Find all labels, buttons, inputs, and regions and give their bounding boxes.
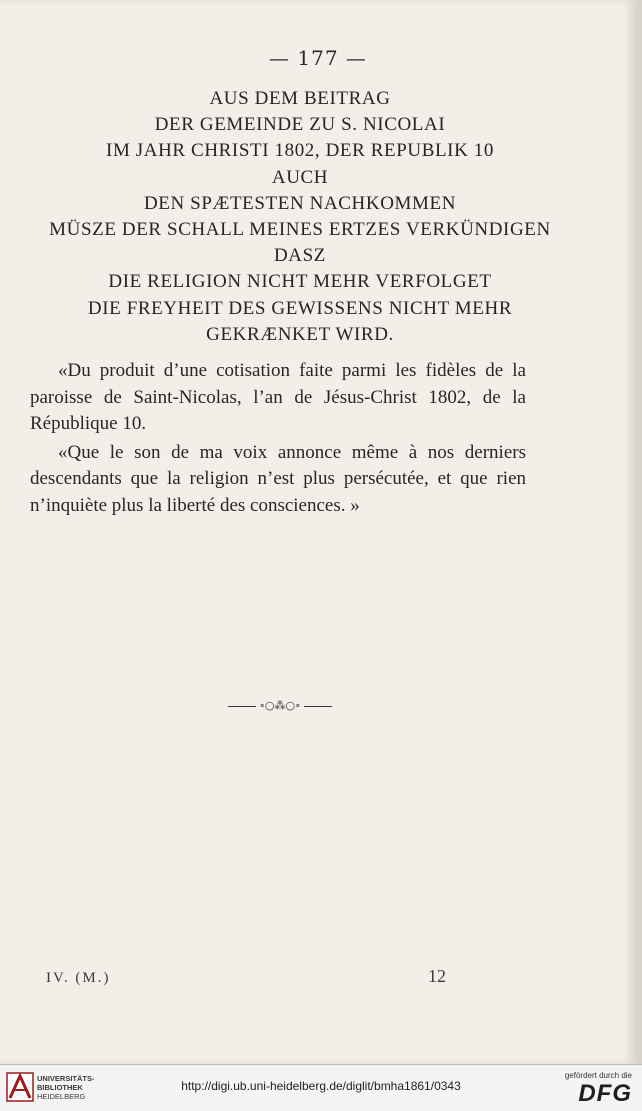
inscription-line: DIE RELIGION NICHT MEHR VERFOLGET	[108, 271, 492, 293]
inscription-line: AUCH	[271, 166, 329, 188]
ornament-rule-right	[304, 706, 332, 707]
ornament-divider	[0, 699, 560, 712]
library-name-line: BIBLIOTHEK	[37, 1083, 83, 1092]
ornament-glyph: ∘○⁂○∘	[259, 699, 301, 712]
signature-mark: IV. (M.)	[46, 970, 111, 986]
funder-caption: gefördert durch die	[564, 1071, 632, 1080]
library-name-line: HEIDELBERG	[37, 1092, 86, 1101]
library-name-line: UNIVERSITÄTS-	[37, 1074, 95, 1083]
inscription-line: MÜSZE DER SCHALL MEINES ERTZES VERKÜNDIGEN	[49, 219, 551, 241]
permalink-url[interactable]: http://digi.ub.uni-heidelberg.de/diglit/bmha1861/0343	[181, 1079, 461, 1093]
viewer-footer	[0, 1064, 642, 1111]
inscription-line: DASZ	[273, 245, 326, 267]
inscription-line: GEKRÆNKET WIRD.	[206, 323, 394, 345]
french-translation	[30, 358, 526, 521]
translation-paragraph: «Que le son de ma voix annonce même à nos derniers descendants que la religion n’est plus persécutée, et que rien n’inquiète plus la liberté des consciences. »	[30, 441, 526, 516]
translation-paragraph: «Du produit d’une cotisation faite parmi les fidèles de la paroisse de Saint-Nicolas, l’an de Jésus-Christ 1802, de la République 10.	[30, 360, 526, 434]
bell-inscription	[20, 86, 580, 348]
inscription-line: DEN SPÆTESTEN NACHKOMMEN	[143, 192, 457, 214]
inscription-line: AUS DEM BEITRAG	[209, 88, 391, 109]
signature-number: 12	[428, 966, 446, 986]
inscription-line: IM JAHR CHRISTI 1802, DER REPUBLIK 10	[106, 140, 494, 162]
inscription-line: DIE FREYHEIT DES GEWISSENS NICHT MEHR	[87, 297, 513, 319]
dfg-logo[interactable]: DFG	[578, 1080, 632, 1107]
page-number: — 177 —	[269, 46, 367, 70]
inscription-line: DER GEMEINDE ZU S. NICOLAI	[154, 114, 446, 136]
ornament-rule-left	[228, 706, 256, 707]
